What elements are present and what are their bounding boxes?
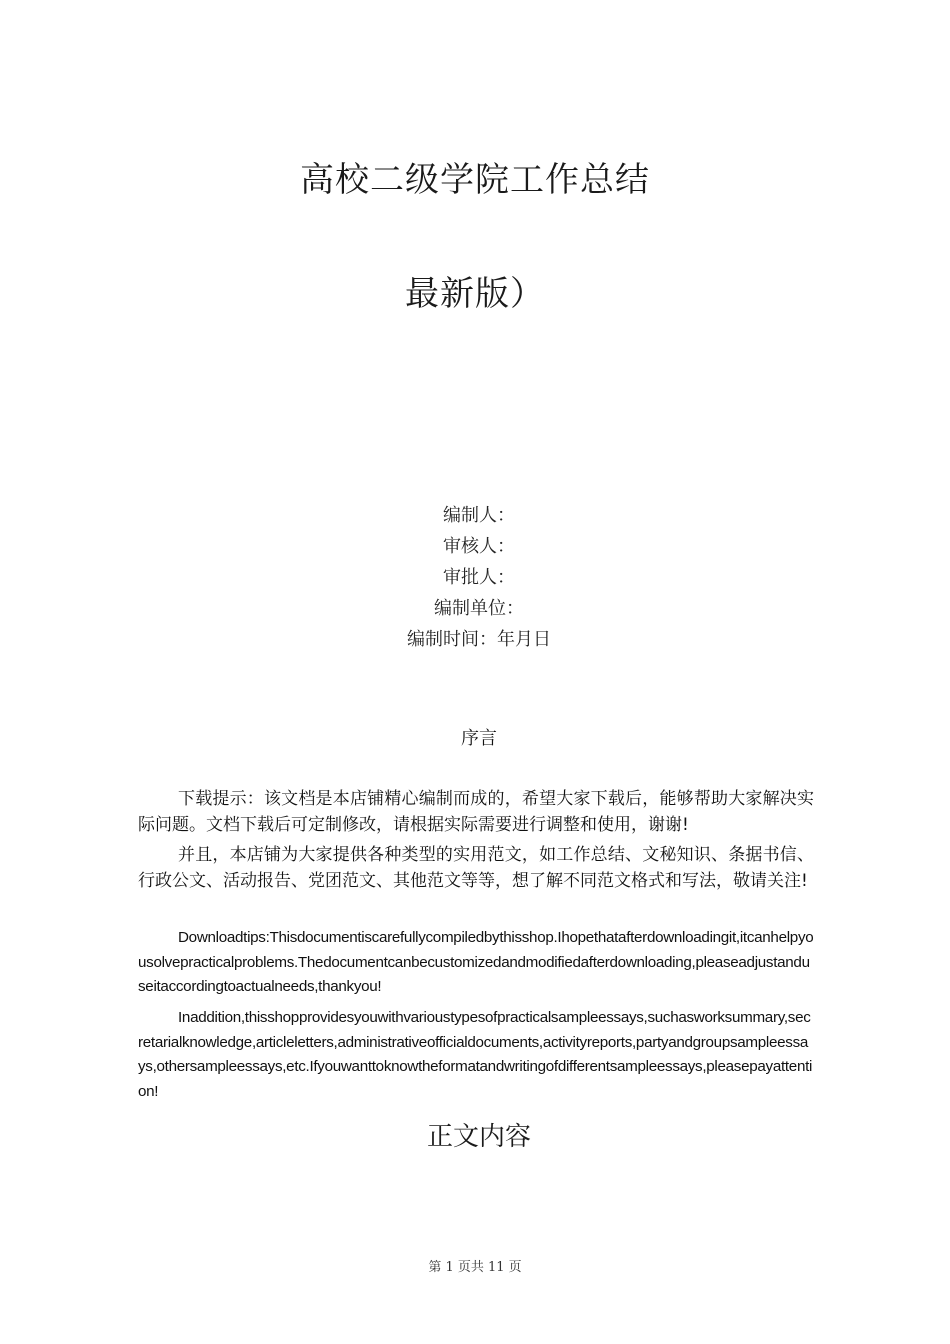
body-content-heading: 正文内容 [426,1122,531,1152]
meta-unit: 编制单位： [434,598,524,619]
document-title: 高校二级学院工作总结 [300,160,650,200]
meta-compiler: 编制人： [443,505,515,526]
preface-paragraph-en-2: Inaddition,thisshopprovidesyouwithvarioustypesofpracticalsampleessays,suchasworksummary,secretarialknowledge,articleletters,administrativeofficialdocuments,activityreports,partyandgroupsampleessays,othersampleessays,etc.Ifyouwanttoknowtheformatandwritingofdifferentsampleessays,pleasepayattention! [138,1009,813,1100]
meta-reviewer: 审核人： [443,536,515,557]
meta-approver: 审批人： [443,567,515,588]
document-subtitle: 最新版） [405,274,545,314]
preface-paragraph-en-1: Downloadtips:Thisdocumentiscarefullycompiledbythisshop.Ihopethatafterdownloadingit,itcanhelpyousolvepracticalproblems.Thedocumentcanbecustomizedandmodifiedafterdownloading,pleaseadjustanduseitaccordingtoactualneeds,thankyou! [138,929,814,995]
meta-date: 编制时间：年月日 [407,629,551,650]
preface-paragraph-cn-1: 下载提示：该文档是本店铺精心编制而成的，希望大家下载后，能够帮助大家解决实际问题。文档下载后可定制修改，请根据实际需要进行调整和使用，谢谢! [138,789,814,835]
preface-paragraph-cn-2: 并且，本店铺为大家提供各种类型的实用范文，如工作总结、文秘知识、条据书信、行政公文、活动报告、党团范文、其他范文等等，想了解不同范文格式和写法，敬请关注! [138,845,814,891]
page-number-footer: 第 1 页共 11 页 [428,1260,522,1275]
preface-heading: 序言 [461,728,497,749]
